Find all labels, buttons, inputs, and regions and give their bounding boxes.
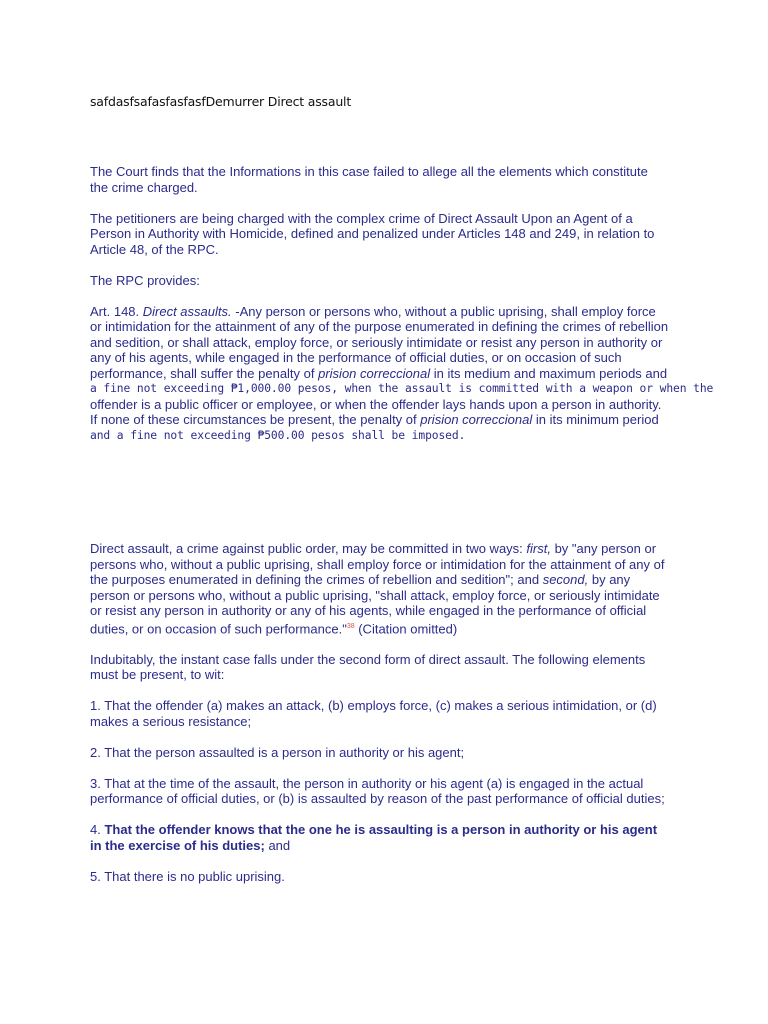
document-body-bottom	[90, 541, 690, 884]
text-line: Direct assault, a crime against public order, may be committed in two ways: first, by "any person or	[90, 541, 657, 556]
text-line: performance of official duties, or (b) is assaulted by reason of the past performance of official duties;	[90, 791, 665, 807]
text-line: and sedition, or shall attack, employ force, or seriously intimidate or resist any person in authority or	[90, 334, 663, 350]
article-148-paragraph	[90, 303, 714, 444]
text-line: any of his agents, while engaged in the performance of official duties, or on occasion of such	[90, 350, 622, 365]
text-line: or intimidation for the attainment of any of the purpose enumerated in defining the crimes of rebellion	[90, 319, 669, 334]
text-line: The Court finds that the Informations in this case failed to allege all the elements which constitute	[90, 164, 648, 179]
footnote-link[interactable]: 38	[346, 622, 355, 630]
element-2	[90, 745, 690, 761]
petitioners-paragraph	[90, 211, 690, 258]
text-line: makes a serious resistance;	[90, 713, 252, 729]
element-1	[90, 698, 690, 729]
text-line: 2. That the person assaulted is a person in authority or his agent;	[90, 744, 465, 760]
text-line: performance, shall suffer the penalty of prision correccional in its medium and maximum periods and	[90, 365, 668, 381]
text-line: Art. 148. Direct assaults. -Any person or persons who, without a public uprising, shall employ force	[90, 303, 656, 319]
indubitably-paragraph	[90, 652, 690, 683]
text-line: and a fine not exceeding ₱500.00 pesos shall be imposed.	[90, 428, 466, 442]
text-line: Person in Authority with Homicide, defined and penalized under Articles 148 and 249, in relation to	[90, 226, 655, 241]
text-line: duties, or on occasion of such performance."$^{38}$ (Citation omitted)	[90, 620, 458, 636]
text-line: Article 48, of the RPC.	[90, 241, 219, 257]
court-finding-paragraph	[90, 164, 690, 195]
text-line: Indubitably, the instant case falls under the second form of direct assault. The following elements	[90, 651, 646, 667]
text-line: If none of these circumstances be present, the penalty of prision correccional in its minimum period	[90, 412, 659, 427]
text-line: person or persons who, without a public uprising, "shall attack, employ force, or seriously intimidate	[90, 587, 660, 603]
text-line: 1. That the offender (a) makes an attack, (b) employs force, (c) makes a serious intimidation, or (d)	[90, 698, 657, 714]
text-line: the purposes enumerated in defining the crimes of rebellion and sedition"; and second, by any	[90, 572, 631, 587]
text-line: or resist any person in authority or any of his agents, while engaged in the performance of official	[90, 603, 647, 618]
text-line: The RPC provides:	[90, 272, 200, 288]
element-3	[90, 776, 690, 807]
text-line: 4. That the offender knows that the one he is assaulting is a person in authority or his agent	[90, 822, 658, 838]
text-line: the crime charged.	[90, 179, 198, 195]
text-line: a fine not exceeding ₱1,000.00 pesos, when the assault is committed with a weapon or when the	[90, 382, 714, 395]
text-line: offender is a public officer or employee, or when the offender lays hands upon a person in authority.	[90, 396, 662, 412]
text-line: in the exercise of his duties; and	[90, 837, 291, 853]
document-body-top	[90, 164, 714, 443]
text-line: persons who, without a public uprising, shall employ force or intimidation for the attainment of any of	[90, 556, 665, 572]
element-4	[90, 822, 690, 853]
element-5	[90, 869, 690, 885]
direct-assault-paragraph	[90, 541, 690, 636]
document-title: safdasfsafasfasfasfDemurrer Direct assault	[90, 94, 352, 109]
text-line: The petitioners are being charged with the complex crime of Direct Assault Upon an Agent of a	[90, 210, 633, 226]
text-line: 3. That at the time of the assault, the person in authority or his agent (a) is engaged in the actual	[90, 775, 644, 791]
rpc-provides-paragraph	[90, 273, 690, 289]
text-line: 5. That there is no public uprising.	[90, 868, 285, 884]
text-line: must be present, to wit:	[90, 667, 225, 683]
